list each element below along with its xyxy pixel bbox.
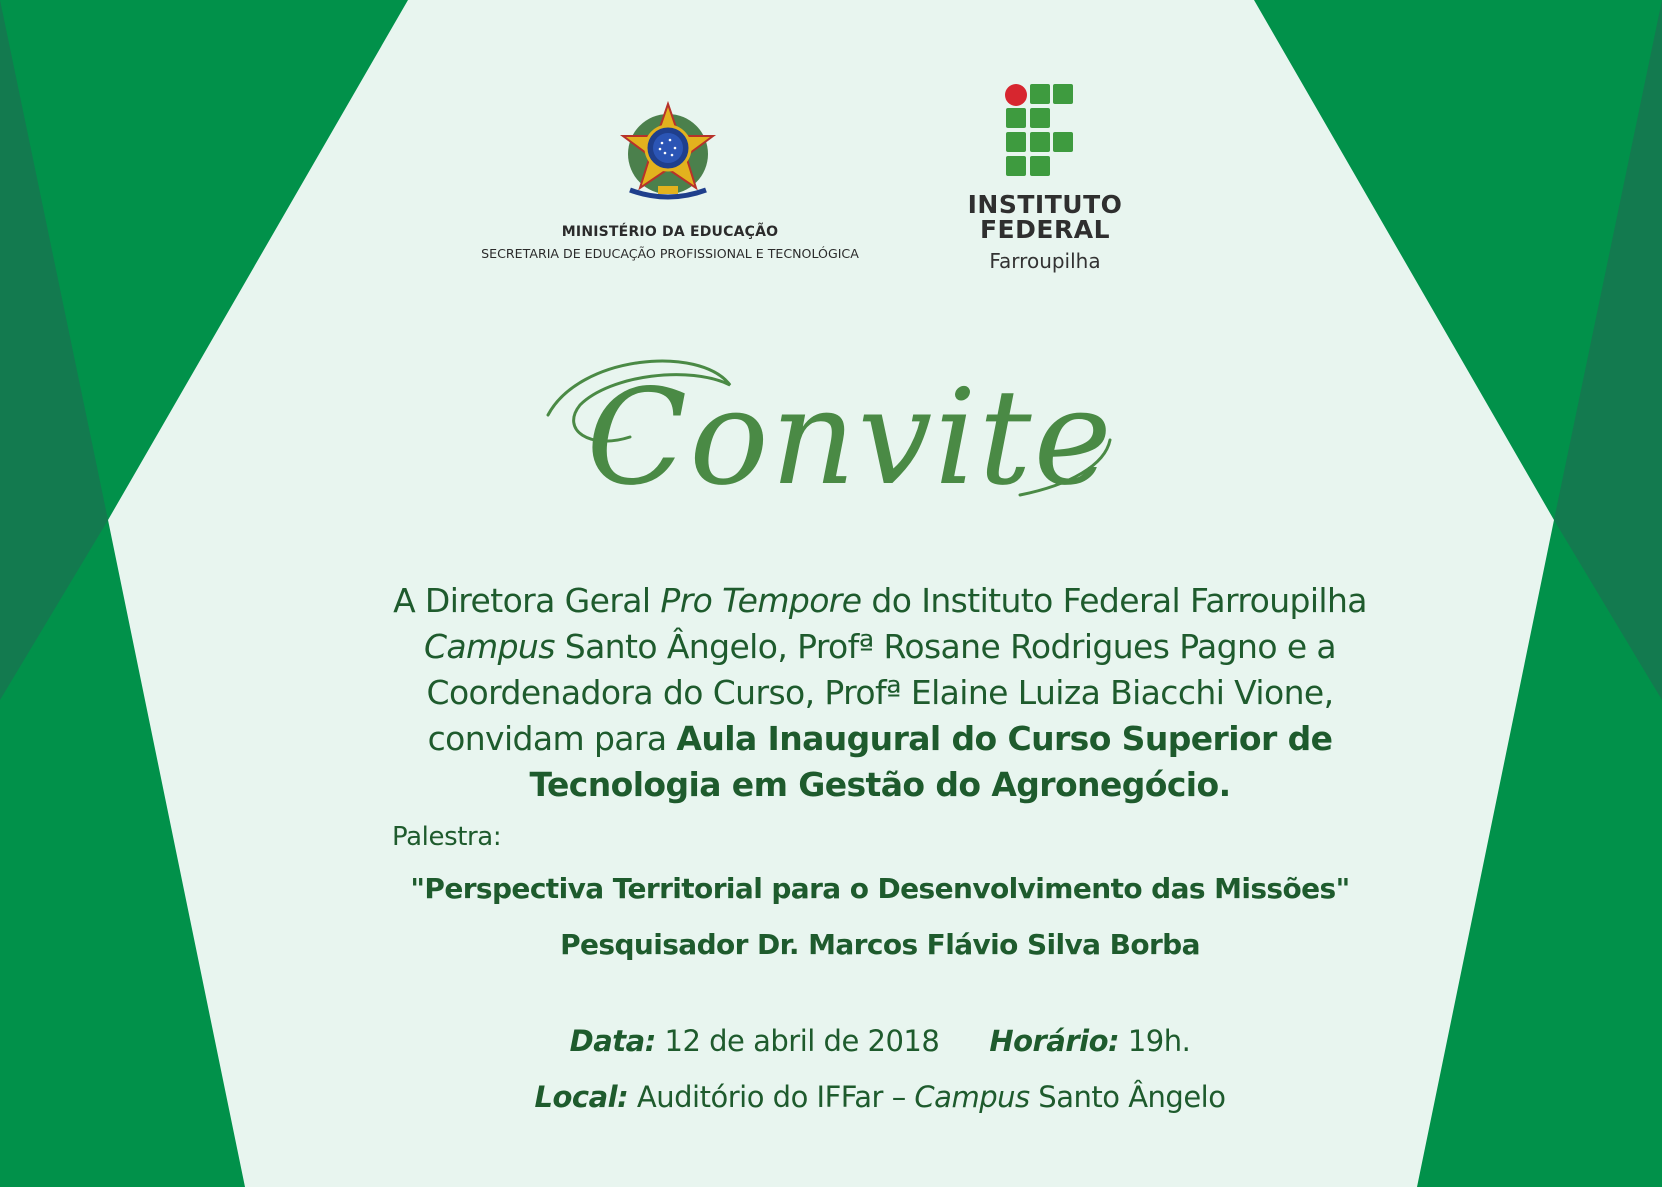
ministry-header (440, 98, 900, 268)
talk-title: "Perspectiva Territorial para o Desenvolvimento das Missões" (410, 872, 1350, 905)
institute-name-line1: INSTITUTO (967, 190, 1123, 219)
intro-text-2: do Instituto Federal Farroupilha (861, 581, 1367, 620)
palestra-label: Palestra: (392, 822, 502, 852)
location-line (380, 1080, 1380, 1114)
local-value-1: Auditório do IFFar – (636, 1080, 915, 1114)
local-value-2: Santo Ângelo (1029, 1080, 1226, 1114)
intro-campus: Campus (423, 627, 555, 666)
date-value: 12 de abril de 2018 (664, 1024, 940, 1058)
intro-text-1: A Diretora Geral (393, 581, 661, 620)
institute-name-line2: FEDERAL (979, 215, 1110, 244)
instituto-federal-logo (955, 84, 1155, 284)
intro-text-3: Santo Ângelo, Profª Rosane Rodrigues Pagno e a Coordenadora do Curso, Profª Elaine Luiza Biacchi Vione, convidam para (426, 627, 1337, 758)
title-block (540, 345, 1120, 535)
invitation-title: Convite (586, 361, 1114, 515)
invitation-text (380, 578, 1380, 808)
ministry-subtitle: SECRETARIA DE EDUCAÇÃO PROFISSIONAL E TECNOLÓGICA (481, 246, 859, 261)
time-label: Horário: (989, 1024, 1120, 1058)
date-label: Data: (569, 1024, 656, 1058)
local-value-campus: Campus (914, 1080, 1030, 1114)
date-time-line (380, 1024, 1380, 1058)
brazil-coat-of-arms-icon (618, 98, 718, 206)
intro-course-name: Aula Inaugural do Curso Superior de Tecnologia em Gestão do Agronegócio. (529, 719, 1333, 804)
institute-name (955, 192, 1135, 242)
institute-campus: Farroupilha (989, 249, 1101, 273)
local-label: Local: (534, 1080, 629, 1114)
time-value: 19h. (1127, 1024, 1191, 1058)
intro-pro-tempore: Pro Tempore (660, 581, 862, 620)
if-logo-mark-icon (1005, 84, 1085, 184)
ministry-title: MINISTÉRIO DA EDUCAÇÃO (561, 224, 779, 240)
speaker-name: Pesquisador Dr. Marcos Flávio Silva Borba (560, 928, 1200, 961)
